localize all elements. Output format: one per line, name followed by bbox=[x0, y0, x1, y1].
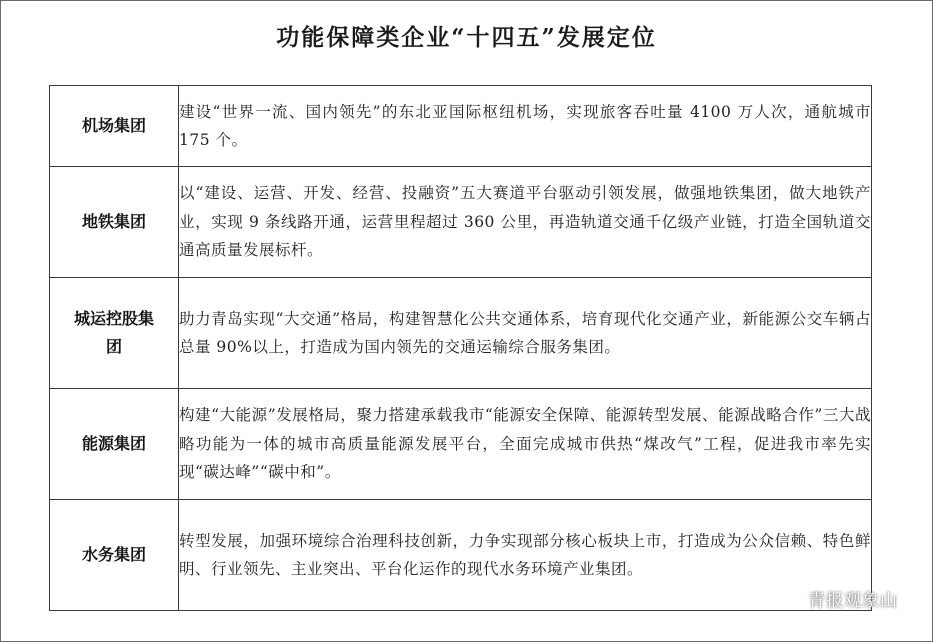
positioning-description-cell: 助力青岛实现“大交通”格局，构建智慧化公共交通体系，培育现代化交通产业，新能源公交车辆占总量 90%以上，打造成为国内领先的交通运输综合服务集团。 bbox=[179, 278, 872, 389]
wechat-icon bbox=[778, 589, 802, 609]
positioning-description-cell: 以“建设、运营、开发、经营、投融资”五大赛道平台驱动引领发展，做强地铁集团，做大地铁产业，实现 9 条线路开通，运营里程超过 360 公里，再造轨道交通千亿级产业链，打造全国轨道交通高质量发展标杆。 bbox=[179, 167, 872, 278]
table-row bbox=[50, 86, 872, 167]
company-name-cell bbox=[50, 278, 179, 389]
company-name-cell: 机场集团 bbox=[50, 86, 179, 167]
company-name-cell: 能源集团 bbox=[50, 389, 179, 500]
positioning-description-cell: 构建“大能源”发展格局，聚力搭建承载我市“能源安全保障、能源转型发展、能源战略合作”三大战略功能为一体的城市高质量能源发展平台，全面完成城市供热“煤改气”工程，促进我市率先实现“碳达峰”“碳中和”。 bbox=[179, 389, 872, 500]
table-row bbox=[50, 389, 872, 500]
watermark-text: 青报观象山 bbox=[808, 591, 898, 611]
watermark bbox=[778, 586, 898, 611]
document-title: 功能保障类企业“十四五”发展定位 bbox=[276, 24, 657, 51]
table-row bbox=[50, 278, 872, 389]
company-name-cell: 地铁集团 bbox=[50, 167, 179, 278]
positioning-description-cell: 建设“世界一流、国内领先”的东北亚国际枢纽机场，实现旅客吞吐量 4100 万人次，通航城市 175 个。 bbox=[179, 86, 872, 167]
company-name-cell: 水务集团 bbox=[50, 500, 179, 611]
positioning-description-cell: 转型发展，加强环境综合治理科技创新，力争实现部分核心板块上市，打造成为公众信赖、特色鲜明、行业领先、主业突出、平台化运作的现代水务环境产业集团。 bbox=[179, 500, 872, 611]
table-row bbox=[50, 500, 872, 611]
development-positioning-table bbox=[49, 85, 872, 611]
company-name-text: 城运控股集团 bbox=[73, 309, 154, 356]
table-row bbox=[50, 167, 872, 278]
